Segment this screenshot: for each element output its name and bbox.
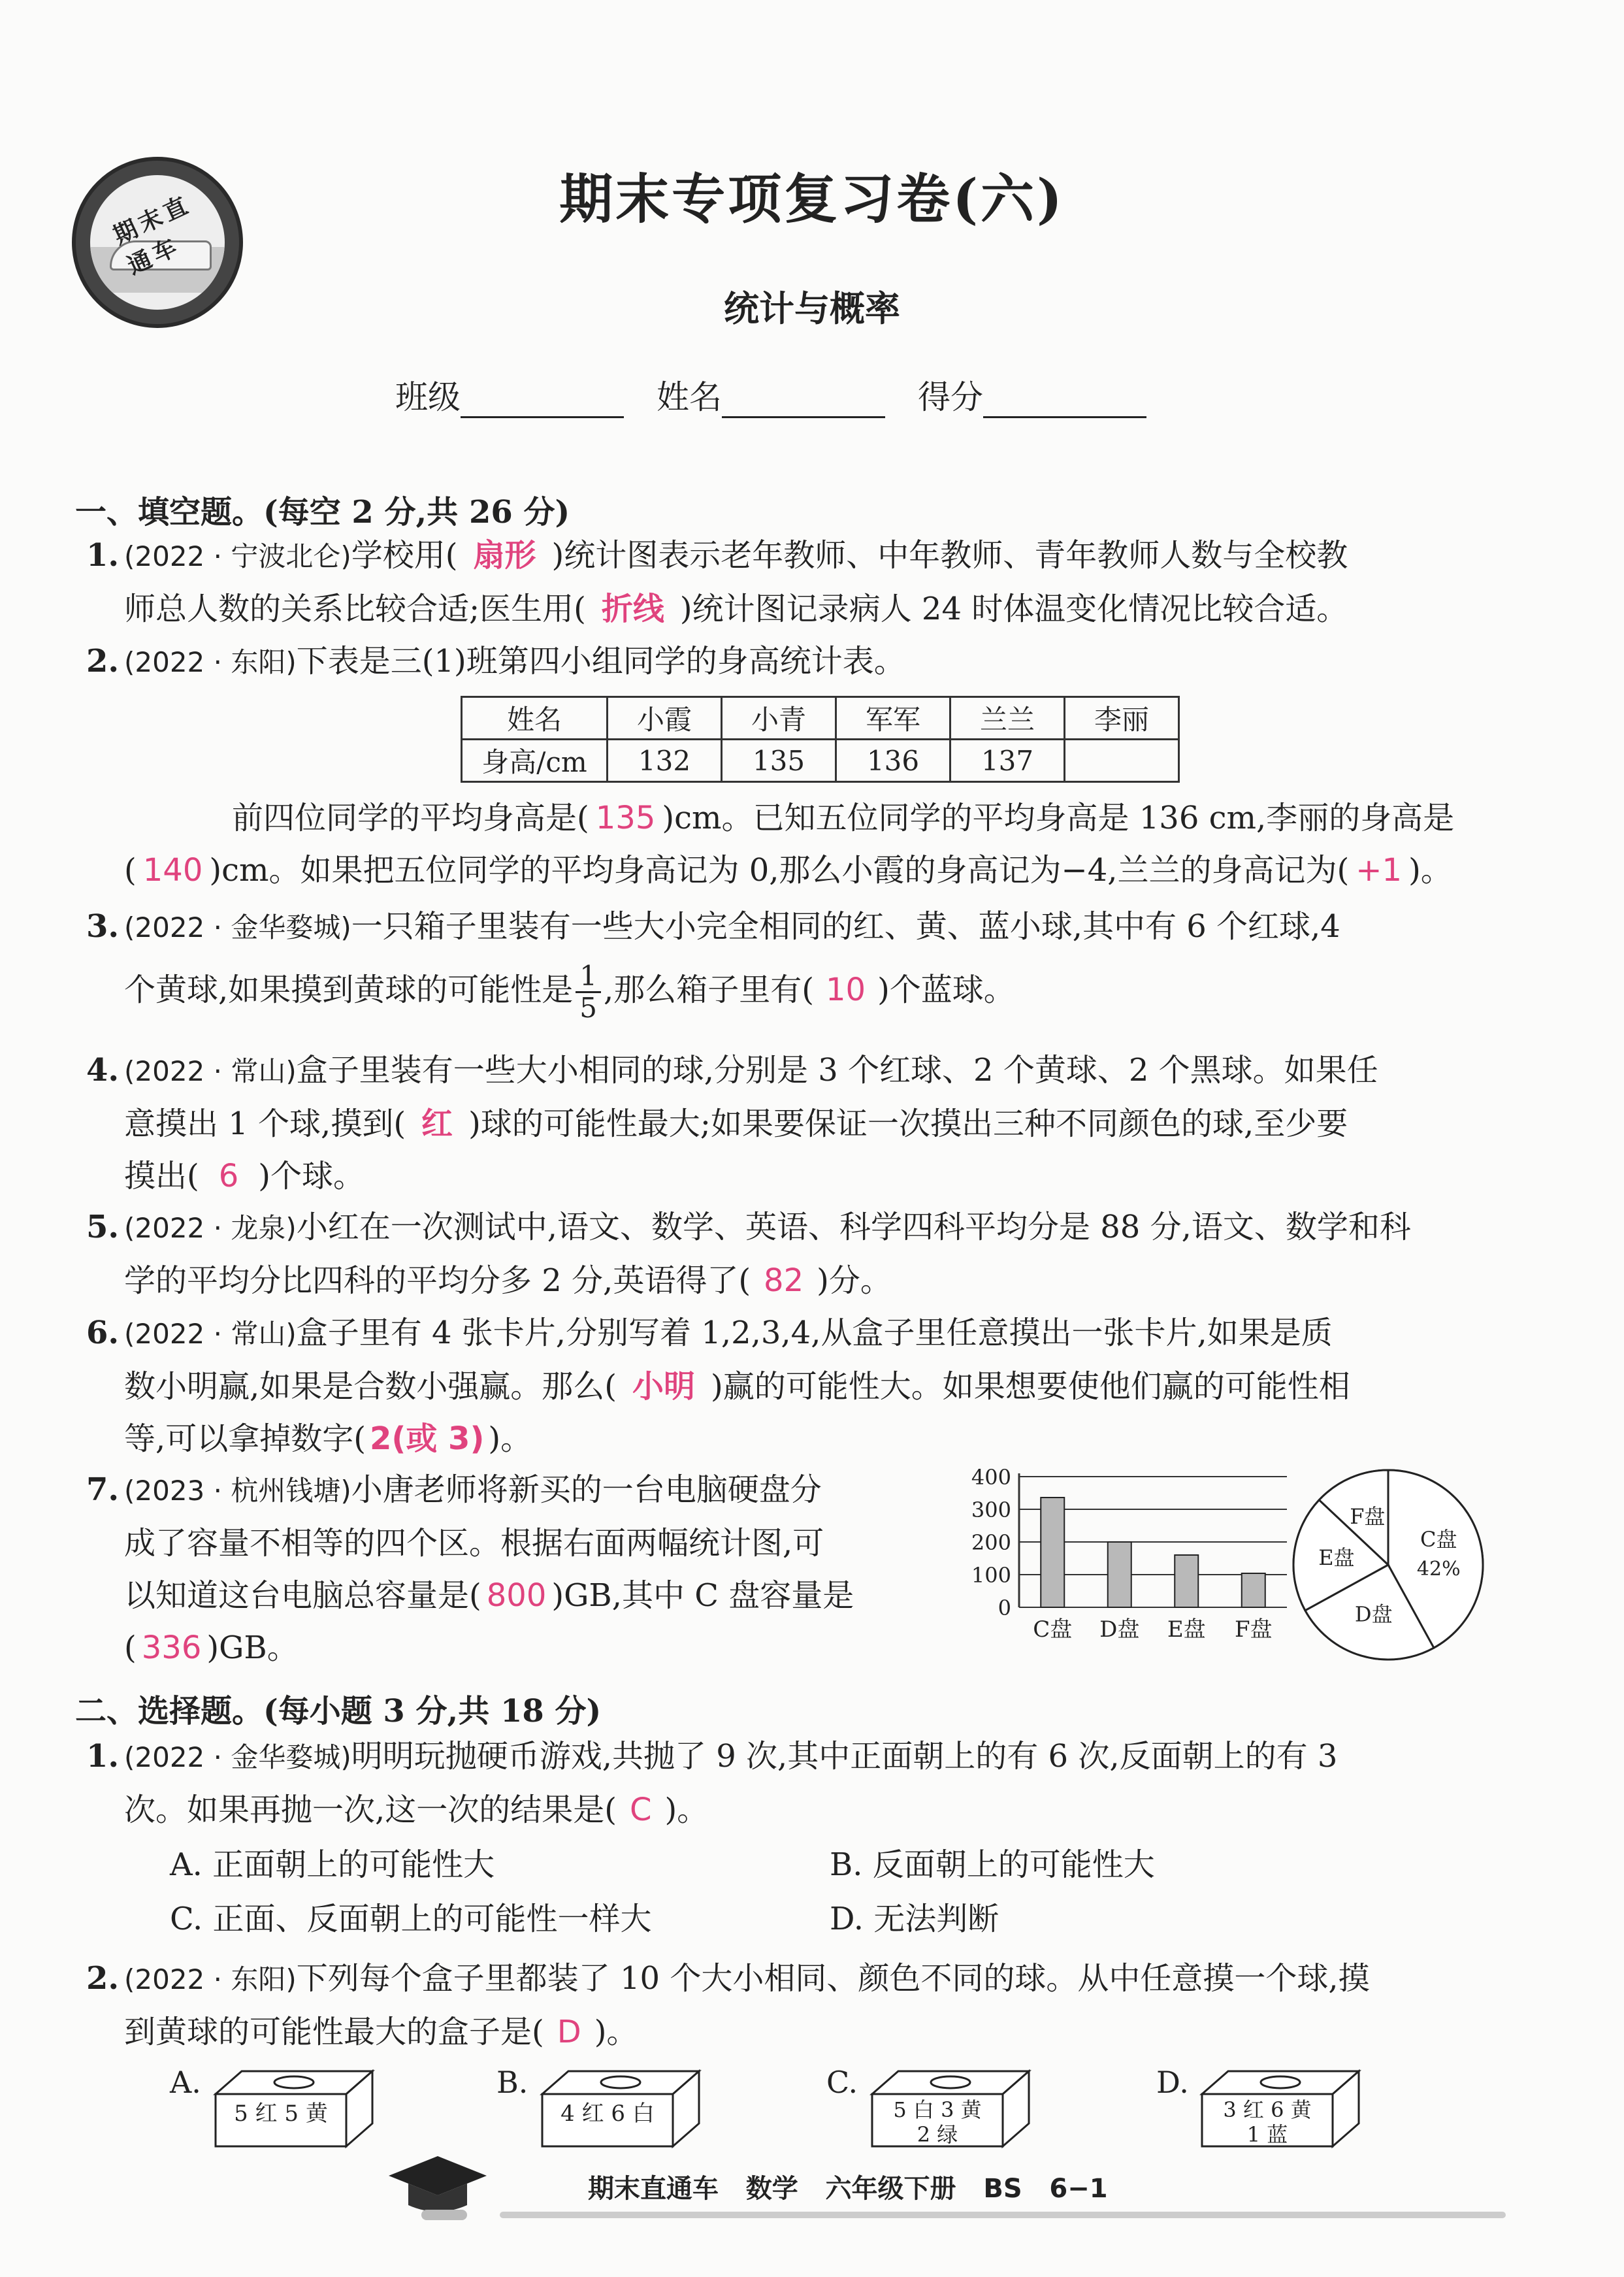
score-field[interactable]	[918, 371, 1146, 418]
class-blank[interactable]	[461, 384, 624, 418]
answer-blank[interactable]: 10	[826, 972, 866, 1008]
class-field[interactable]	[395, 371, 624, 418]
answer-blank[interactable]: 红	[421, 1106, 453, 1142]
q-line	[124, 1622, 947, 1674]
q-text: )赢的可能性大。如果想要使他们赢的可能性相	[711, 1368, 1350, 1405]
s1-question-4	[86, 1044, 1483, 1202]
box-letter: A.	[170, 2065, 201, 2100]
q-line	[124, 529, 1483, 583]
option-a[interactable]: A. 正面朝上的可能性大	[170, 1846, 495, 1883]
question-source: (2022 · 龙泉)	[124, 1212, 297, 1244]
option-b[interactable]: B. 反面朝上的可能性大	[830, 1846, 1155, 1883]
answer-blank[interactable]: 82	[764, 1262, 804, 1299]
box-label-line: 5 红 5 黄	[234, 2101, 328, 2127]
s1-question-5	[86, 1201, 1483, 1307]
q-text: )。	[488, 1420, 532, 1457]
answer-blank[interactable]: D	[557, 2014, 581, 2050]
y-tick-label: 0	[998, 1596, 1011, 1620]
box-label	[872, 2097, 1003, 2147]
q-text: 次。如果再抛一次,这一次的结果是(	[124, 1792, 617, 1828]
question-source: (2022 · 东阳)	[124, 1963, 297, 1995]
pie-annotation: 42%	[1416, 1558, 1461, 1581]
name-blank[interactable]	[722, 384, 885, 418]
q-line	[124, 1517, 947, 1569]
q-text: 下列每个盒子里都装了 10 个大小相同、颜色不同的球。从中任意摸一个球,摸	[296, 1960, 1370, 1997]
pie-label: D盘	[1354, 1601, 1393, 1627]
q-text: 以知道这台电脑总容量是(	[124, 1577, 481, 1614]
table-row	[462, 740, 1179, 782]
y-tick-label: 200	[971, 1530, 1011, 1555]
pie-label: F盘	[1350, 1503, 1386, 1529]
page-subtitle: 统计与概率	[724, 288, 900, 329]
answer-blank[interactable]: 135	[595, 800, 656, 836]
answer-blank[interactable]: 140	[142, 852, 203, 889]
q-text: 意摸出 1 个球,摸到(	[124, 1106, 406, 1142]
q-line	[124, 1464, 947, 1517]
name-field[interactable]	[657, 371, 885, 418]
score-blank[interactable]	[983, 384, 1146, 418]
box-label-line: 2 绿	[917, 2122, 958, 2147]
q-line	[124, 900, 1483, 954]
fraction	[576, 961, 601, 1023]
question-number: 1.	[86, 1738, 120, 1775]
answer-blank[interactable]: +1	[1356, 852, 1403, 889]
q-line	[124, 1307, 1483, 1360]
s2-question-2	[86, 1952, 1483, 2058]
question-source: (2022 · 金华婺城)	[124, 911, 351, 943]
table-row	[462, 697, 1179, 740]
box-label-line: 1 蓝	[1246, 2122, 1288, 2147]
answer-blank[interactable]: 扇形	[473, 537, 536, 574]
name-label: 姓名	[657, 378, 722, 416]
footer-bar	[500, 2212, 1506, 2218]
s1-question-7	[86, 1464, 947, 1674]
q-text: )统计图记录病人 24 时体温变化情况比较合适。	[679, 591, 1348, 627]
table-cell: 137	[950, 740, 1065, 782]
s1-question-6	[86, 1307, 1483, 1465]
question-number: 1.	[86, 537, 120, 574]
question-source: (2022 · 常山)	[124, 1318, 297, 1350]
q-text: ,那么箱子里有(	[604, 972, 814, 1008]
box-label-line: 3 红 6 黄	[1223, 2097, 1312, 2122]
fraction-numerator: 1	[576, 961, 601, 993]
q-text: )GB,其中 C 盘容量是	[551, 1577, 854, 1614]
box-label-line: 5 白 3 黄	[893, 2097, 982, 2122]
q-line	[124, 1784, 1483, 1836]
q-line	[124, 635, 1483, 689]
q-text: )分。	[817, 1262, 892, 1299]
q-line	[124, 583, 1483, 635]
x-tick-label: D盘	[1099, 1616, 1140, 1643]
y-tick-label: 300	[971, 1498, 1011, 1522]
q-text: )球的可能性最大;如果要保证一次摸出三种不同颜色的球,至少要	[468, 1106, 1348, 1142]
q-text: )cm。已知五位同学的平均身高是 136 cm,李丽的身高是	[662, 800, 1455, 836]
answer-blank[interactable]: 800	[486, 1577, 547, 1614]
box-letter: C.	[826, 2065, 858, 2100]
question-source: (2023 · 杭州钱塘)	[124, 1475, 351, 1507]
answer-blank[interactable]: 小明	[632, 1368, 696, 1405]
q-line	[124, 2006, 1483, 2058]
q-text: )个蓝球。	[877, 972, 1015, 1008]
answer-blank[interactable]: C	[630, 1792, 652, 1828]
q-text: 小红在一次测试中,语文、数学、英语、科学四科平均分是 88 分,语文、数学和科	[296, 1209, 1411, 1245]
question-source: (2022 · 常山)	[124, 1055, 297, 1087]
q-text: 成了容量不相等的四个区。根据右面两幅统计图,可	[124, 1525, 824, 1562]
table-cell: 身高/cm	[462, 740, 608, 782]
q-text: )统计图表示老年教师、中年教师、青年教师人数与全校教	[551, 537, 1348, 574]
q-line	[124, 792, 1483, 844]
q-line	[124, 1730, 1483, 1784]
q-text: 到黄球的可能性最大的盒子是(	[124, 2014, 544, 2050]
table-cell[interactable]	[1065, 740, 1179, 782]
x-tick-label: F盘	[1234, 1616, 1273, 1643]
bar	[1175, 1555, 1198, 1607]
table-cell: 军军	[836, 697, 950, 740]
q-line	[124, 1254, 1483, 1307]
bar	[1041, 1498, 1064, 1607]
q-line	[124, 1044, 1483, 1098]
question-number: 4.	[86, 1052, 120, 1089]
q-text: 盒子里有 4 张卡片,分别写着 1,2,3,4,从盒子里任意摸出一张卡片,如果是质	[296, 1315, 1333, 1351]
q-text: 小唐老师将新买的一台电脑硬盘分	[351, 1471, 822, 1508]
box-label	[1202, 2097, 1333, 2147]
q-text: 一只箱子里装有一些大小完全相同的红、黄、蓝小球,其中有 6 个红球,4	[351, 908, 1340, 945]
fraction-denominator: 5	[579, 992, 597, 1024]
question-source: (2022 · 宁波北仑)	[124, 540, 351, 572]
table-cell: 135	[722, 740, 836, 782]
table-cell: 136	[836, 740, 950, 782]
q-text: 学的平均分比四科的平均分多 2 分,英语得了(	[124, 1262, 751, 1299]
q-text: (	[124, 852, 137, 889]
box-letter: D.	[1156, 2065, 1189, 2100]
q-text: (	[124, 1630, 137, 1666]
table-cell: 兰兰	[950, 697, 1065, 740]
s1-question-2	[86, 635, 1483, 689]
q-text: )。	[594, 2014, 638, 2050]
answer-blank[interactable]: 2(或 3)	[370, 1420, 485, 1457]
s2-question-1	[86, 1730, 1483, 1836]
q-text: 前四位同学的平均身高是(	[232, 800, 589, 836]
y-tick-label: 100	[971, 1563, 1011, 1588]
page-title: 期末专项复习卷(六)	[559, 168, 1065, 231]
q-text: 明明玩抛硬币游戏,共抛了 9 次,其中正面朝上的有 6 次,反面朝上的有 3	[351, 1738, 1338, 1775]
y-tick-label: 400	[971, 1465, 1011, 1490]
answer-blank[interactable]: 336	[141, 1630, 202, 1666]
q-text: )GB。	[206, 1630, 299, 1666]
x-tick-label: C盘	[1033, 1616, 1073, 1643]
table-cell: 小青	[722, 697, 836, 740]
q-text: )。	[664, 1792, 709, 1828]
pie-label: C盘	[1420, 1527, 1457, 1552]
q-text: 盒子里装有一些大小相同的球,分别是 3 个红球、2 个黄球、2 个黑球。如果任	[296, 1052, 1378, 1089]
q-line	[124, 1098, 1483, 1150]
q-text: )个球。	[258, 1158, 365, 1194]
q-line	[124, 1150, 1483, 1202]
s1-question-2-body	[124, 792, 1483, 896]
section2-heading: 二、选择题。(每小题 3 分,共 18 分)	[75, 1693, 602, 1729]
section1-heading: 一、填空题。(每空 2 分,共 26 分)	[75, 494, 570, 531]
height-table	[461, 696, 1180, 783]
table-cell: 132	[608, 740, 722, 782]
x-tick-label: E盘	[1167, 1616, 1206, 1643]
bar	[1242, 1573, 1265, 1607]
q-text: 师总人数的关系比较合适;医生用(	[124, 591, 586, 627]
table-cell: 小霞	[608, 697, 722, 740]
s1-question-3	[86, 900, 1483, 1026]
question-number: 2.	[86, 1960, 120, 1997]
answer-blank[interactable]: 6	[218, 1158, 239, 1194]
q-text: 等,可以拿掉数字(	[124, 1420, 366, 1457]
bar	[1108, 1542, 1131, 1607]
q-line	[124, 1952, 1483, 2006]
pie-chart	[1293, 1470, 1483, 1660]
q-line	[124, 844, 1483, 896]
q-text: 数小明赢,如果是合数小强赢。那么(	[124, 1368, 617, 1405]
question-source: (2022 · 东阳)	[124, 646, 297, 678]
answer-blank[interactable]: 折线	[601, 591, 664, 627]
q-line	[124, 1360, 1483, 1413]
footer-text: 期末直通车 数学 六年级下册 BS 6−1	[588, 2174, 1108, 2204]
q-line	[124, 1201, 1483, 1254]
box-label	[542, 2101, 673, 2127]
q-line	[124, 1569, 947, 1622]
question-number: 6.	[86, 1315, 120, 1351]
question-number: 3.	[86, 908, 120, 945]
q-text: 学校用(	[351, 537, 458, 574]
table-cell: 李丽	[1065, 697, 1179, 740]
box-label	[216, 2101, 346, 2127]
question-number: 5.	[86, 1209, 120, 1245]
question-number: 7.	[86, 1471, 120, 1508]
q-text: )cm。如果把五位同学的平均身高记为 0,那么小霞的身高记为−4,兰兰的身高记为(	[209, 852, 1350, 889]
q-text: 摸出(	[124, 1158, 199, 1194]
bar-chart	[971, 1465, 1287, 1643]
s1-question-1	[86, 529, 1483, 635]
table-cell: 姓名	[462, 697, 608, 740]
q-text: 下表是三(1)班第四小组同学的身高统计表。	[296, 643, 905, 680]
box-label-line: 4 红 6 白	[560, 2101, 655, 2127]
option-d[interactable]: D. 无法判断	[830, 1901, 999, 1937]
graduation-cap-icon	[382, 2150, 493, 2228]
disk-charts	[967, 1457, 1620, 1679]
q-text: )。	[1408, 852, 1452, 889]
logo-text: 期末直通车	[109, 189, 196, 280]
option-c[interactable]: C. 正面、反面朝上的可能性一样大	[170, 1901, 652, 1937]
question-source: (2022 · 金华婺城)	[124, 1741, 351, 1773]
q-text: 个黄球,如果摸到黄球的可能性是	[124, 972, 574, 1008]
question-number: 2.	[86, 643, 120, 680]
score-label: 得分	[918, 378, 983, 416]
q-line	[124, 954, 1483, 1026]
pie-label: E盘	[1318, 1545, 1355, 1571]
class-label: 班级	[395, 378, 461, 416]
box-letter: B.	[496, 2065, 528, 2100]
